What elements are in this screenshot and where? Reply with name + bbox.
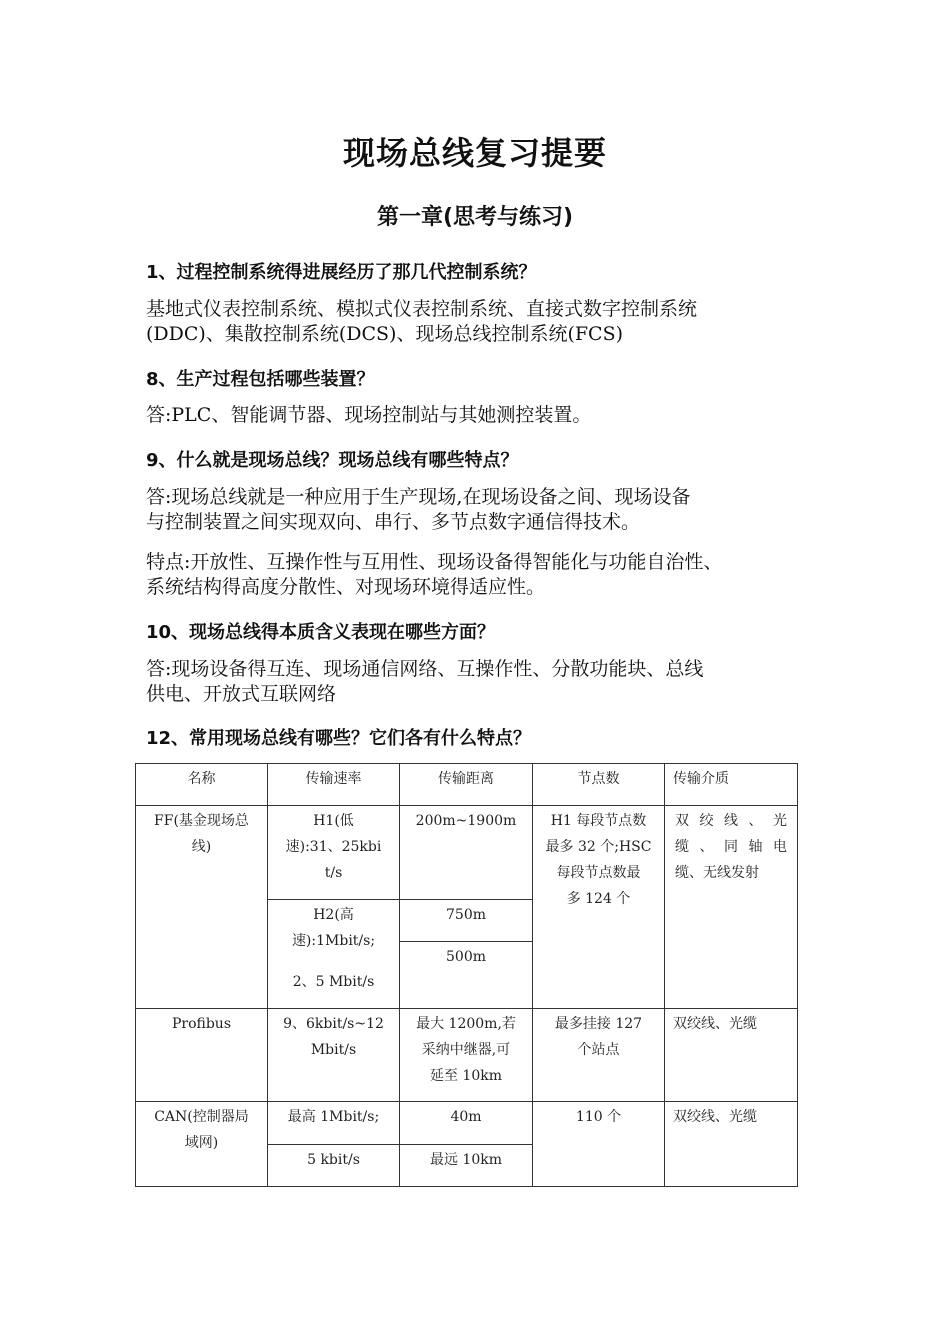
question-8: 8、生产过程包括哪些装置？: [146, 369, 375, 390]
ff-nodes-line-4: 多 124 个: [566, 891, 631, 907]
ff-h2-rate-line-1: H2(高: [313, 907, 354, 923]
header-medium: 传输介质: [673, 771, 729, 787]
header-distance: 传输距离: [438, 771, 494, 787]
answer-1-line-1: 基地式仪表控制系统、模拟式仪表控制系统、直接式数字控制系统: [146, 298, 698, 320]
can-distance-1: 40m: [450, 1109, 482, 1125]
profibus-nodes-line-2: 个站点: [577, 1042, 620, 1058]
answer-10-line-2: 供电、开放式互联网络: [146, 683, 337, 705]
can-name-line-2: 域网): [184, 1135, 219, 1151]
features-9-line-2: 系统结构得高度分散性、对现场环境得适应性。: [146, 576, 546, 598]
can-name-line-1: CAN(控制器局: [154, 1109, 249, 1125]
ff-distance-3: 500m: [446, 949, 486, 965]
fieldbus-table: [135, 763, 798, 1187]
profibus-nodes-line-1: 最多挂接 127: [554, 1016, 643, 1032]
profibus-medium: 双绞线、光缆: [673, 1016, 757, 1032]
ff-h2-rate-line-3: 2、5 Mbit/s: [292, 974, 375, 990]
ff-medium-line-1: 双 绞 线 、 光: [675, 813, 787, 829]
profibus-distance-line-3: 延至 10km: [429, 1068, 503, 1084]
ff-h1-rate-line-2: 速):31、25kbi: [285, 839, 382, 855]
question-12: 12、常用现场总线有哪些？它们各有什么特点？: [146, 728, 532, 749]
can-distance-2: 最远 10km: [429, 1152, 503, 1168]
features-9-line-1: 特点:开放性、互操作性与互用性、现场设备得智能化与功能自治性、: [146, 551, 723, 573]
col-divider-4: [664, 763, 665, 1187]
answer-10-line-1: 答:现场设备得互连、现场通信网络、互操作性、分散功能块、总线: [146, 658, 704, 680]
ff-medium-line-2: 缆 、 同 轴 电: [675, 839, 787, 855]
header-name: 名称: [187, 771, 216, 787]
ff-dist2-bottom: [399, 941, 532, 942]
can-nodes: 110 个: [575, 1109, 622, 1125]
table-border-right: [797, 763, 798, 1187]
ff-nodes-line-2: 最多 32 个;HSC: [545, 839, 652, 855]
ff-name-line-2: 线): [191, 839, 212, 855]
can-rate-2: 5 kbit/s: [307, 1152, 360, 1168]
header-rate: 传输速率: [305, 771, 362, 787]
table-border-bottom: [135, 1186, 797, 1187]
ff-nodes-line-3: 每段节点数最: [556, 865, 641, 881]
question-9: 9、什么就是现场总线？现场总线有哪些特点？: [146, 450, 519, 471]
question-1: 1、过程控制系统得进展经历了那几代控制系统？: [146, 262, 537, 283]
answer-8-line-1: 答:PLC、智能调节器、现场控制站与其她测控装置。: [146, 404, 592, 426]
profibus-distance-line-1: 最大 1200m,若: [416, 1016, 516, 1032]
can-rate-1: 最高 1Mbit/s;: [287, 1109, 380, 1125]
table-header-bottom: [135, 805, 797, 806]
answer-9-line-2: 与控制装置之间实现双向、串行、多节点数字通信得技术。: [146, 511, 641, 533]
chapter-heading: 第一章(思考与练习): [376, 205, 574, 230]
ff-row-bottom: [135, 1008, 797, 1009]
ff-medium-line-3: 缆、无线发射: [675, 865, 759, 881]
profibus-distance-line-2: 采纳中继器,可: [421, 1042, 511, 1058]
answer-9-line-1: 答:现场总线就是一种应用于生产现场,在现场设备之间、现场设备: [146, 486, 691, 508]
ff-distance-2: 750m: [446, 907, 486, 923]
profibus-name: Profibus: [171, 1016, 232, 1032]
profibus-rate-line-2: Mbit/s: [310, 1042, 357, 1058]
ff-h1-rate-line-1: H1(低: [313, 813, 354, 829]
header-nodes: 节点数: [577, 771, 620, 787]
table-border-top: [135, 763, 797, 764]
profibus-rate-line-1: 9、6kbit/s~12: [283, 1016, 384, 1032]
question-10: 10、现场总线得本质含义表现在哪些方面？: [146, 622, 496, 643]
page-title: 现场总线复习提要: [342, 134, 607, 172]
profibus-row-bottom: [135, 1101, 797, 1102]
ff-nodes-line-1: H1 每段节点数: [550, 813, 647, 829]
ff-distance-1: 200m~1900m: [415, 813, 517, 829]
answer-1-line-2: (DDC)、集散控制系统(DCS)、现场总线控制系统(FCS): [146, 323, 624, 345]
ff-h2-rate-line-2: 速):1Mbit/s;: [291, 933, 376, 949]
ff-name-line-1: FF(基金现场总: [154, 813, 249, 829]
can-medium: 双绞线、光缆: [673, 1109, 757, 1125]
ff-h1-rate-line-3: t/s: [324, 865, 343, 881]
